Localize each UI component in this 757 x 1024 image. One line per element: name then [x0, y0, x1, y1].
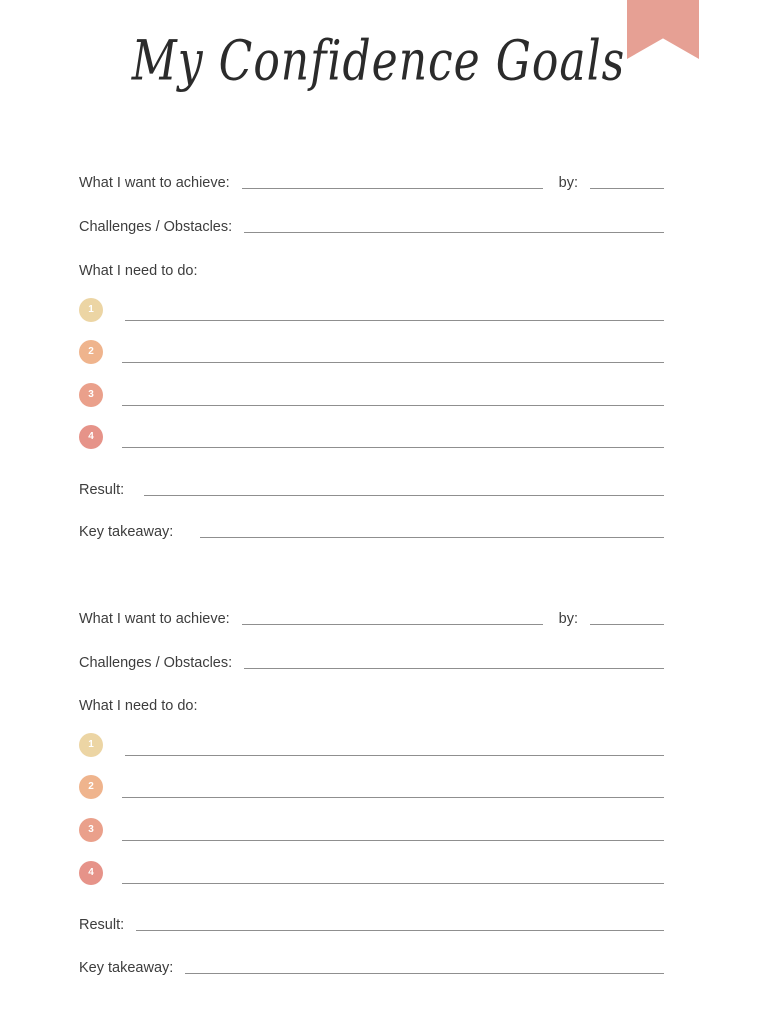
- result-field[interactable]: [136, 930, 664, 931]
- result-field[interactable]: [144, 495, 664, 496]
- takeaway-label: Key takeaway:: [79, 524, 174, 540]
- need-row: [79, 258, 664, 280]
- takeaway-label: Key takeaway:: [79, 960, 174, 976]
- step-row-1: [79, 733, 664, 757]
- step-field[interactable]: [122, 447, 664, 448]
- step-row-4: [79, 861, 664, 885]
- challenges-field[interactable]: [244, 668, 664, 669]
- by-date-field[interactable]: [590, 624, 664, 625]
- step-row-2: [79, 340, 664, 364]
- challenges-label: Challenges / Obstacles:: [79, 655, 233, 671]
- achieve-field[interactable]: [242, 624, 543, 625]
- step-row-3: [79, 383, 664, 407]
- result-label: Result:: [79, 917, 125, 933]
- step-number-badge: 3: [79, 383, 103, 407]
- step-field[interactable]: [125, 755, 664, 756]
- takeaway-row: [79, 519, 664, 541]
- step-field[interactable]: [122, 797, 664, 798]
- result-row: [79, 912, 664, 934]
- challenges-field[interactable]: [244, 232, 664, 233]
- step-number-badge: 4: [79, 425, 103, 449]
- achieve-row: [79, 606, 664, 628]
- step-field[interactable]: [122, 840, 664, 841]
- by-label: by:: [558, 611, 578, 627]
- step-number-badge: 2: [79, 340, 103, 364]
- takeaway-field[interactable]: [200, 537, 664, 538]
- takeaway-row: [79, 955, 664, 977]
- takeaway-field[interactable]: [185, 973, 664, 974]
- step-field[interactable]: [122, 362, 664, 363]
- step-number-badge: 1: [79, 733, 103, 757]
- by-date-field[interactable]: [590, 188, 664, 189]
- step-field[interactable]: [122, 883, 664, 884]
- result-label: Result:: [79, 482, 125, 498]
- step-field[interactable]: [122, 405, 664, 406]
- need-row: [79, 693, 664, 715]
- need-label: What I need to do:: [79, 698, 198, 714]
- challenges-row: [79, 650, 664, 672]
- by-label: by:: [558, 175, 578, 191]
- challenges-row: [79, 214, 664, 236]
- step-number-badge: 2: [79, 775, 103, 799]
- step-number-badge: 4: [79, 861, 103, 885]
- step-field[interactable]: [125, 320, 664, 321]
- step-row-3: [79, 818, 664, 842]
- challenges-label: Challenges / Obstacles:: [79, 219, 233, 235]
- result-row: [79, 477, 664, 499]
- need-label: What I need to do:: [79, 263, 198, 279]
- achieve-label: What I want to achieve:: [79, 175, 230, 191]
- achieve-row: [79, 170, 664, 192]
- step-row-1: [79, 298, 664, 322]
- achieve-field[interactable]: [242, 188, 543, 189]
- step-row-4: [79, 425, 664, 449]
- page-title: My Confidence Goals: [131, 29, 626, 94]
- step-number-badge: 3: [79, 818, 103, 842]
- step-number-badge: 1: [79, 298, 103, 322]
- achieve-label: What I want to achieve:: [79, 611, 230, 627]
- step-row-2: [79, 775, 664, 799]
